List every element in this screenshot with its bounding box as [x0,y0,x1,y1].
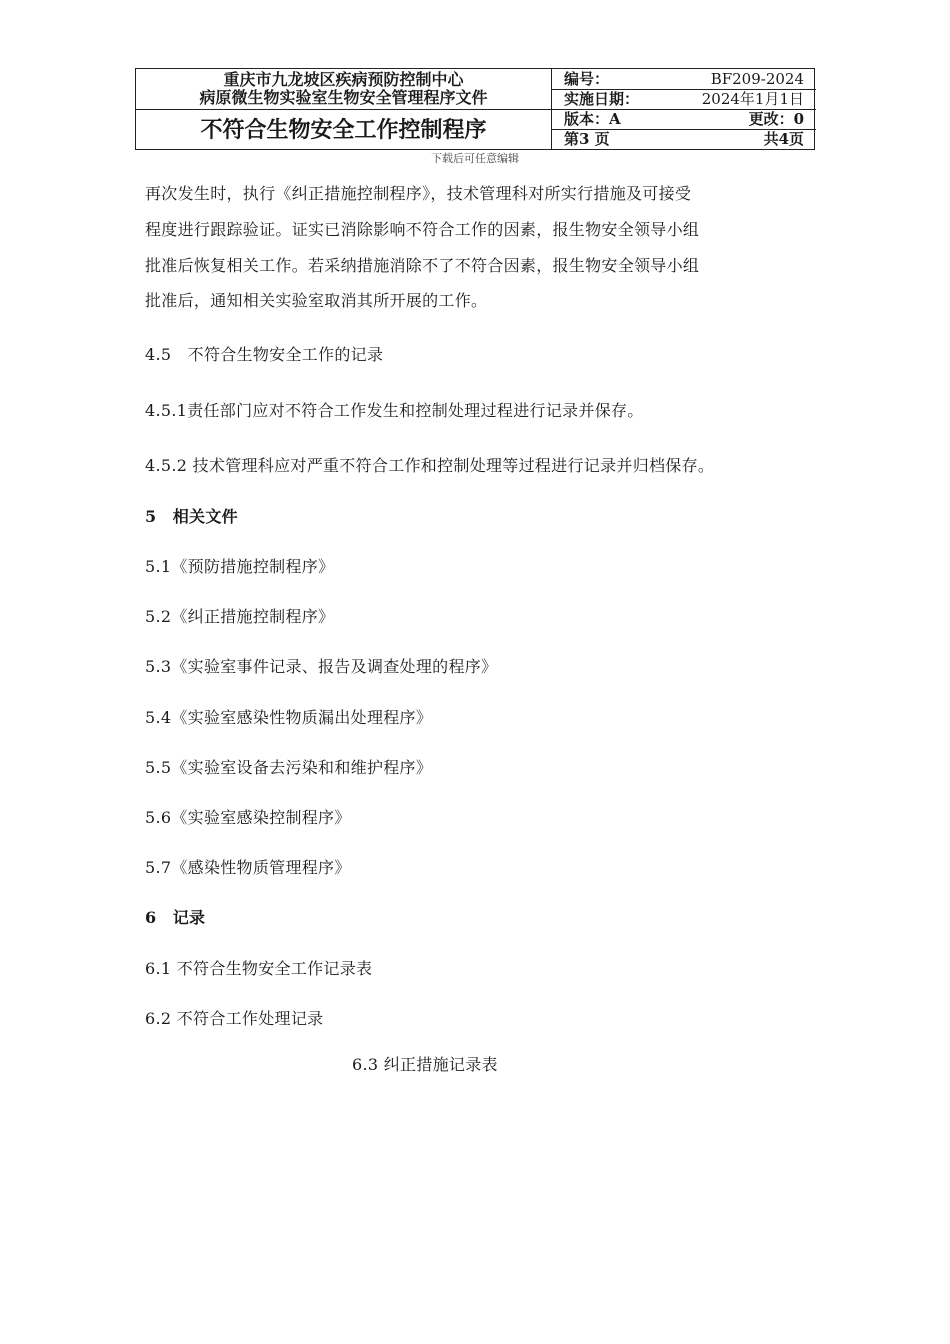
number-value: BF209-2024 [710,70,804,88]
list-item: 5.3《实验室事件记录、报告及调查处理的程序》 [145,657,498,676]
list-item: 5.2《纠正措施控制程序》 [145,607,335,626]
watermark-text: 下载后可任意编辑 [431,152,519,165]
list-item: 5.5《实验室设备去污染和和维护程序》 [145,758,433,777]
number-label: 编号： [564,70,610,88]
header-table [135,68,815,150]
list-item: 5.6《实验室感染控制程序》 [145,808,351,827]
page-label: 第3 页 [564,130,610,148]
version-cell [552,110,816,129]
section-5-heading: 5 相关文件 [145,507,238,526]
date-label: 实施日期： [564,90,640,108]
section-6-heading: 6 记录 [145,908,206,927]
organization-name: 重庆市九龙坡区疾病预防控制中心 [223,70,464,89]
list-item: 6.3 纠正措施记录表 [352,1055,498,1074]
page-cell [552,130,816,149]
paragraph-line: 再次发生时，执行《纠正措施控制程序》，技术管理科对所实行措施及可接受 [145,184,692,203]
number-cell [552,70,816,89]
document-series: 病原微生物实验室生物安全管理程序文件 [199,88,488,107]
section-4-5-2: 4.5.2 技术管理科应对严重不符合工作和控制处理等过程进行记录并归档保存。 [145,456,715,475]
list-item: 5.4《实验室感染性物质漏出处理程序》 [145,708,433,727]
list-item: 6.1 不符合生物安全工作记录表 [145,959,373,978]
section-4-5: 4.5 不符合生物安全工作的记录 [145,345,384,364]
section-4-5-1: 4.5.1责任部门应对不符合工作发生和控制处理过程进行记录并保存。 [145,401,644,420]
version-label: 版本：A [564,110,621,128]
list-item: 5.1《预防措施控制程序》 [145,557,335,576]
document-title: 不符合生物安全工作控制程序 [200,117,487,143]
paragraph-line: 批准后恢复相关工作。若采纳措施消除不了不符合因素，报生物安全领导小组 [145,256,700,275]
header-rule-left [136,109,551,110]
paragraph-line: 批准后，通知相关实验室取消其所开展的工作。 [145,291,488,310]
date-cell [552,90,816,109]
paragraph-line: 程度进行跟踪验证。证实已消除影响不符合工作的因素，报生物安全领导小组 [145,220,700,239]
date-value: 2024年1月1日 [701,90,804,108]
revision-label: 更改：0 [748,110,804,128]
list-item: 6.2 不符合工作处理记录 [145,1009,324,1028]
list-item: 5.7《感染性物质管理程序》 [145,858,351,877]
total-pages-label: 共4页 [763,130,804,148]
